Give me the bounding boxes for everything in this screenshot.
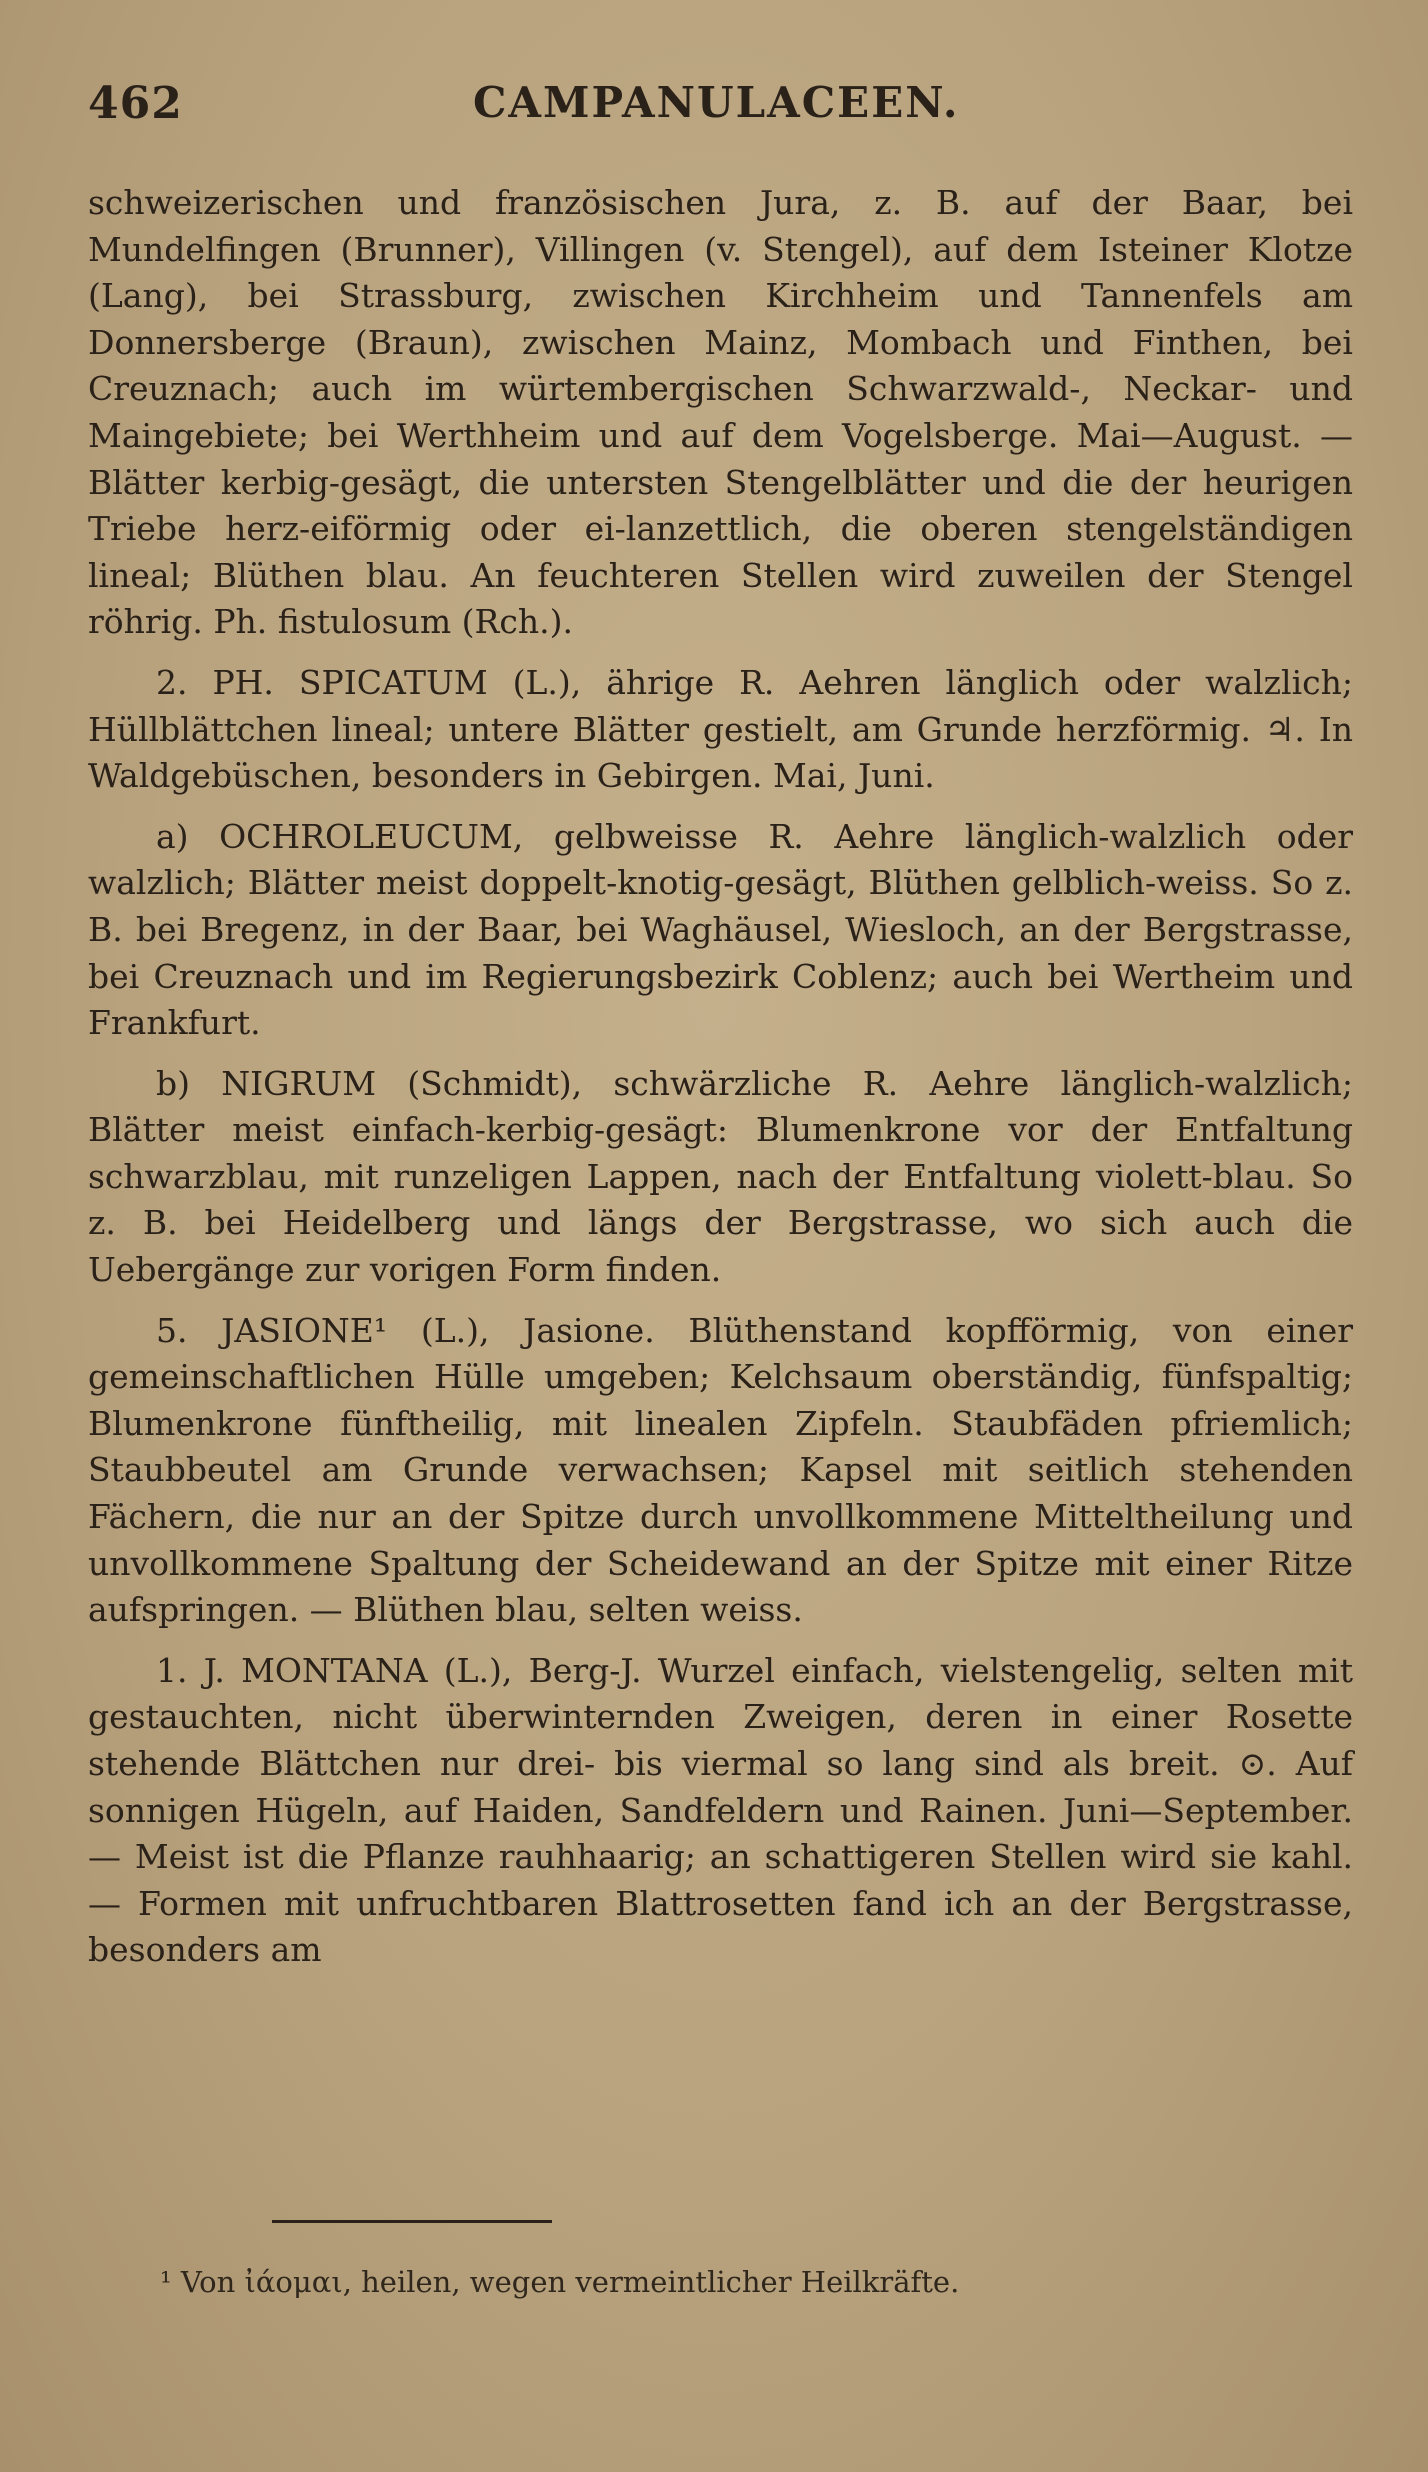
paragraph-genus-jasione: 5. JASIONE¹ (L.), Jasione. Blüthenstand kopfförmig, von einer gemeinschaftlichen Hülle umgeben; Kelchsaum oberständig, fünfspaltig; Blumenkrone fünftheilig, mit linealen Zipfeln. Staubfäden pfriemlich; Staubbeutel am Grunde verwachsen; Kapsel mit seitlich stehenden Fächern, die nur an der Spitze durch unvollkommene Mitteltheilung und unvollkommene Spaltung der Scheidewand an der Spitze mit einer Ritze aufspringen. — Blüthen blau, selten weiss.	[88, 1310, 1353, 1630]
body-text	[88, 180, 1353, 1988]
paragraph-continuation: schweizerischen und französischen Jura, z. B. auf der Baar, bei Mundelfingen (Brunner), Villingen (v. Stengel), auf dem Isteiner Klotze (Lang), bei Strassburg, zwischen Kirchheim und Tannenfels am Donnersberge (Braun), zwischen Mainz, Mombach und Finthen, bei Creuznach; auch im würtembergischen Schwarzwald-, Neckar- und Maingebiete; bei Werthheim und auf dem Vogelsberge. Mai—August. — Blätter kerbig-gesägt, die untersten Stengelblätter und die der heurigen Triebe herz-eiförmig oder ei-lanzettlich, die oberen stengelständigen lineal; Blüthen blau. An feuchteren Stellen wird zuweilen der Stengel röhrig. Ph. fistulosum (Rch.).	[88, 183, 1353, 642]
paragraph-variety-ochroleucum: a) OCHROLEUCUM, gelbweisse R. Aehre länglich-walzlich oder walzlich; Blätter meist doppelt-knotig-gesägt, Blüthen gelblich-weiss. So z. B. bei Bregenz, in der Baar, bei Waghäusel, Wiesloch, an der Bergstrasse, bei Creuznach und im Regierungsbezirk Coblenz; auch bei Wertheim und Frankfurt.	[88, 816, 1353, 1043]
footnote: ¹ Von ἰάομαι, heilen, wegen vermeintlicher Heilkräfte.	[160, 2265, 960, 2299]
page-number: 462	[88, 78, 183, 129]
running-head	[88, 78, 1358, 138]
paragraph-phyteuma-spicatum: 2. PH. SPICATUM (L.), ährige R. Aehren länglich oder walzlich; Hüllblättchen lineal; untere Blätter gestielt, am Grunde herzförmig. ♃. In Waldgebüschen, besonders in Gebirgen. Mai, Juni.	[88, 662, 1353, 796]
paragraph-jasione-montana: 1. J. MONTANA (L.), Berg-J. Wurzel einfach, vielstengelig, selten mit gestauchten, nicht überwinternden Zweigen, deren in einer Rosette stehende Blättchen nur drei- bis viermal so lang sind als breit. ⊙. Auf sonnigen Hügeln, auf Haiden, Sandfeldern und Rainen. Juni—September. — Meist ist die Pflanze rauhhaarig; an schattigeren Stellen wird sie kahl. — Formen mit unfruchtbaren Blattrosetten fand ich an der Bergstrasse, besonders am	[88, 1650, 1353, 1970]
running-title: CAMPANULACEEN.	[473, 78, 960, 127]
footnote-divider	[272, 2220, 552, 2223]
paragraph-variety-nigrum: b) NIGRUM (Schmidt), schwärzliche R. Aehre länglich-walzlich; Blätter meist einfach-kerbig-gesägt: Blumenkrone vor der Entfaltung schwarzblau, mit runzeligen Lappen, nach der Entfaltung violett-blau. So z. B. bei Heidelberg und längs der Bergstrasse, wo sich auch die Uebergänge zur vorigen Form finden.	[88, 1063, 1353, 1290]
